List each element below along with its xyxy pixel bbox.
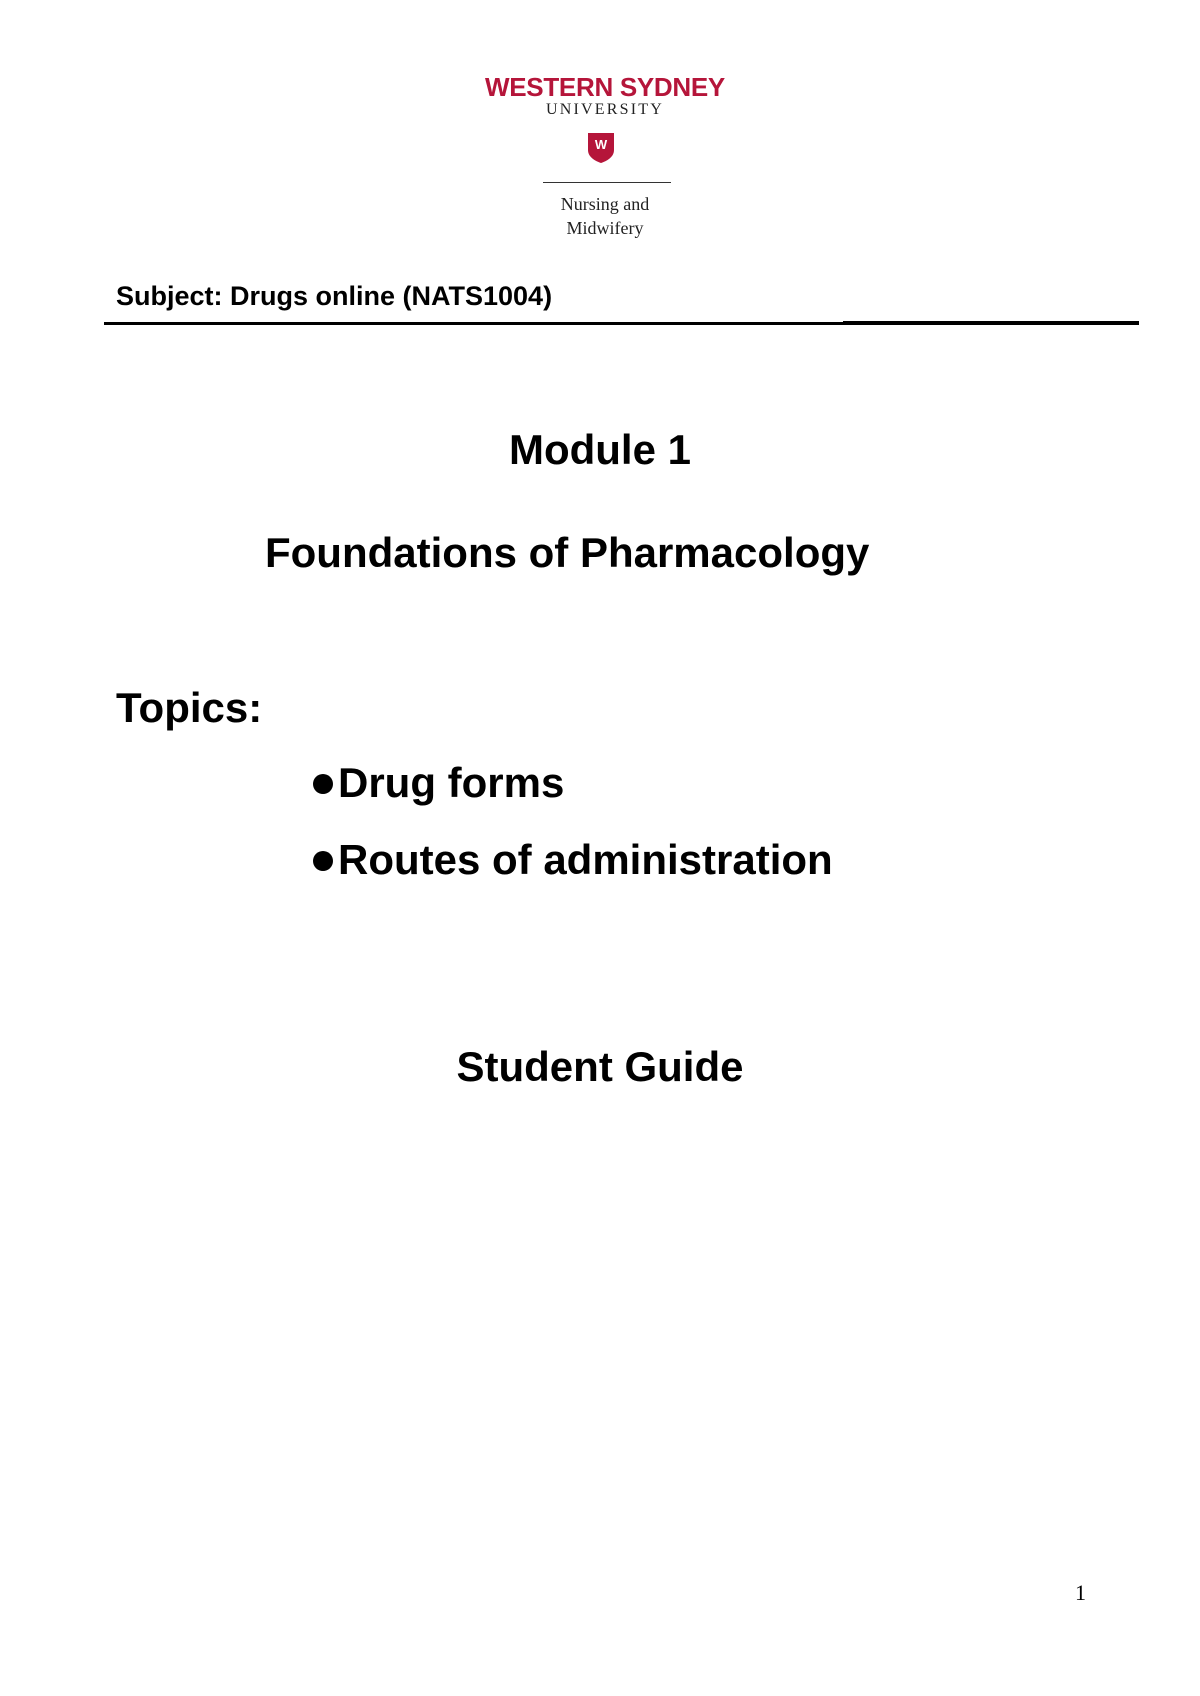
topic-label: Routes of administration [338,836,833,883]
header-rule-thick [843,321,1139,325]
list-item [313,758,833,835]
shield-icon [587,132,615,164]
university-logo [470,72,740,238]
bullet-icon [313,774,333,794]
header-rule [104,322,844,325]
topics-heading: Topics: [116,684,263,731]
shield-letter: W [594,137,608,152]
module-subtitle: Foundations of Pharmacology [265,529,870,576]
faculty-line1: Nursing and [560,194,650,214]
logo-divider [543,182,671,183]
page-number: 1 [1075,1580,1086,1605]
bullet-icon [313,851,333,871]
module-title: Module 1 [508,426,691,473]
logo-name-line2: UNIVERSITY [546,101,664,118]
topics-list [313,758,833,912]
guide-label: Student Guide [456,1043,744,1090]
topic-label: Drug forms [338,759,565,806]
list-item [313,835,833,912]
subject-line: Subject: Drugs online (NATS1004) [116,281,553,311]
faculty-name [520,192,690,240]
logo-name-line1: WESTERN SYDNEY [485,72,725,102]
faculty-line2: Midwifery [566,218,644,238]
